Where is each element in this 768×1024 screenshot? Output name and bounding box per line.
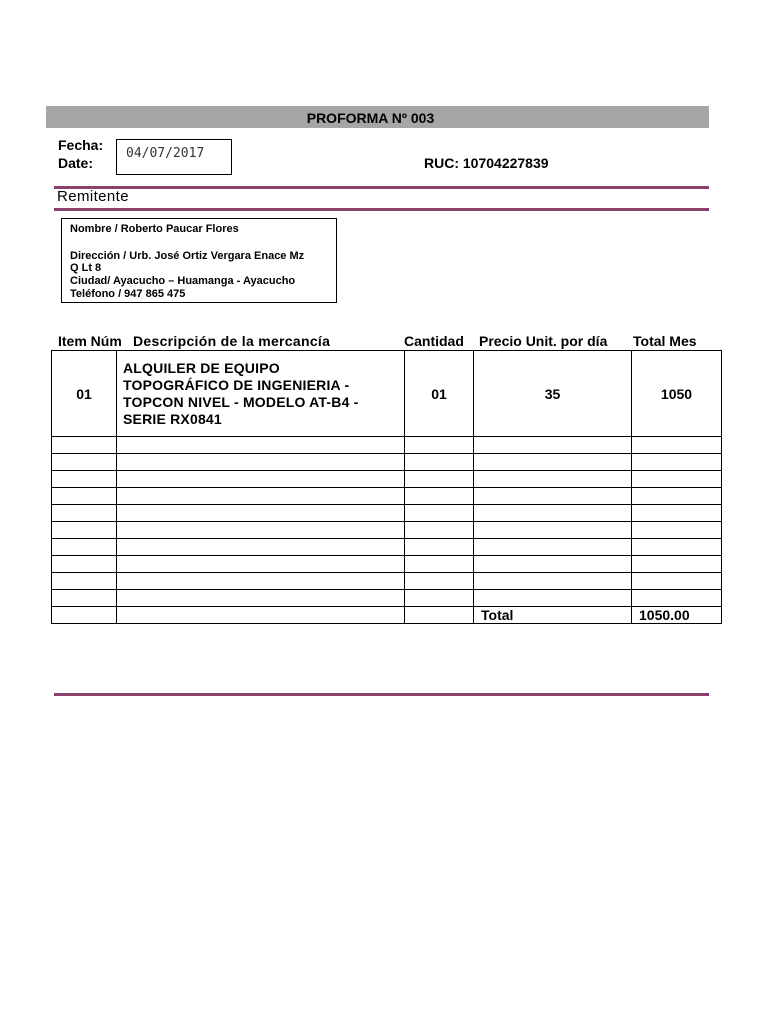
quantity-cell: 01 <box>405 351 474 437</box>
empty-cell <box>405 471 474 488</box>
empty-cell <box>117 488 405 505</box>
empty-cell <box>117 522 405 539</box>
empty-cell <box>474 437 632 454</box>
empty-cell <box>474 573 632 590</box>
sender-city: Ciudad/ Ayacucho – Huamanga - Ayacucho <box>70 275 296 287</box>
empty-cell <box>405 556 474 573</box>
unit-price-cell: 35 <box>474 351 632 437</box>
bottom-divider <box>54 693 709 696</box>
description-line: ALQUILER DE EQUIPO <box>123 359 280 376</box>
total-label: Total <box>474 607 632 624</box>
empty-cell <box>632 471 722 488</box>
description-line: TOPCON NIVEL - MODELO AT-B4 - <box>123 393 359 410</box>
description-line: SERIE RX0841 <box>123 410 222 427</box>
empty-cell <box>474 488 632 505</box>
empty-cell <box>52 556 117 573</box>
fecha-label: Fecha: <box>58 137 104 153</box>
empty-cell <box>474 471 632 488</box>
empty-cell <box>632 437 722 454</box>
table-total-row <box>52 607 722 624</box>
empty-cell <box>117 539 405 556</box>
empty-cell <box>52 437 117 454</box>
empty-cell <box>632 488 722 505</box>
table-row-empty <box>52 454 722 471</box>
items-table <box>51 350 722 624</box>
empty-cell <box>632 556 722 573</box>
ruc-number: RUC: 10704227839 <box>424 155 549 171</box>
sender-section-title: Remitente <box>57 188 129 205</box>
empty-cell <box>405 573 474 590</box>
empty-cell <box>632 454 722 471</box>
empty-cell <box>117 607 405 624</box>
empty-cell <box>632 573 722 590</box>
empty-cell <box>474 522 632 539</box>
col-header-quantity: Cantidad <box>404 333 464 349</box>
item-number-cell: 01 <box>52 351 117 437</box>
empty-cell <box>405 522 474 539</box>
empty-cell <box>52 471 117 488</box>
empty-cell <box>405 607 474 624</box>
proforma-title-bar <box>46 106 709 128</box>
table-row-empty <box>52 522 722 539</box>
empty-cell <box>117 437 405 454</box>
empty-cell <box>474 590 632 607</box>
table-row-empty <box>52 505 722 522</box>
sender-info-box <box>61 218 337 303</box>
empty-cell <box>52 505 117 522</box>
empty-cell <box>405 488 474 505</box>
empty-cell <box>405 539 474 556</box>
empty-cell <box>405 505 474 522</box>
empty-cell <box>52 607 117 624</box>
table-row-empty <box>52 437 722 454</box>
table-row-empty <box>52 590 722 607</box>
sender-address-cont: Q Lt 8 <box>70 262 102 274</box>
sender-phone: Teléfono / 947 865 475 <box>70 288 186 300</box>
empty-cell <box>117 590 405 607</box>
sender-divider <box>54 208 709 211</box>
empty-cell <box>117 573 405 590</box>
date-value: 04/07/2017 <box>126 146 205 161</box>
empty-cell <box>632 505 722 522</box>
empty-cell <box>117 556 405 573</box>
empty-cell <box>117 454 405 471</box>
table-row-empty <box>52 471 722 488</box>
table-row-empty <box>52 488 722 505</box>
col-header-total: Total Mes <box>633 333 697 349</box>
col-header-item: Item Núm <box>58 333 122 349</box>
empty-cell <box>52 454 117 471</box>
total-cell: 1050 <box>632 351 722 437</box>
table-row-empty <box>52 556 722 573</box>
empty-cell <box>52 539 117 556</box>
empty-cell <box>52 522 117 539</box>
table-row <box>52 351 722 437</box>
empty-cell <box>405 454 474 471</box>
empty-cell <box>405 437 474 454</box>
proforma-title: PROFORMA Nº 003 <box>306 110 435 126</box>
empty-cell <box>632 539 722 556</box>
date-label: Date: <box>58 155 94 171</box>
empty-cell <box>52 590 117 607</box>
empty-cell <box>52 488 117 505</box>
col-header-unit-price: Precio Unit. por día <box>479 333 608 349</box>
description-cell <box>117 351 405 437</box>
description-line: TOPOGRÁFICO DE INGENIERIA - <box>123 376 350 393</box>
col-header-description: Descripción de la mercancía <box>133 333 331 349</box>
empty-cell <box>474 539 632 556</box>
empty-cell <box>117 471 405 488</box>
empty-cell <box>117 505 405 522</box>
date-field[interactable] <box>116 139 232 175</box>
empty-cell <box>474 505 632 522</box>
empty-cell <box>632 522 722 539</box>
table-row-empty <box>52 573 722 590</box>
empty-cell <box>632 590 722 607</box>
sender-address: Dirección / Urb. José Ortiz Vergara Enace Mz <box>70 250 305 262</box>
table-row-empty <box>52 539 722 556</box>
top-divider <box>54 186 709 189</box>
sender-name: Nombre / Roberto Paucar Flores <box>70 223 239 235</box>
empty-cell <box>474 454 632 471</box>
empty-cell <box>474 556 632 573</box>
empty-cell <box>52 573 117 590</box>
grand-total-value: 1050.00 <box>632 607 722 624</box>
empty-cell <box>405 590 474 607</box>
